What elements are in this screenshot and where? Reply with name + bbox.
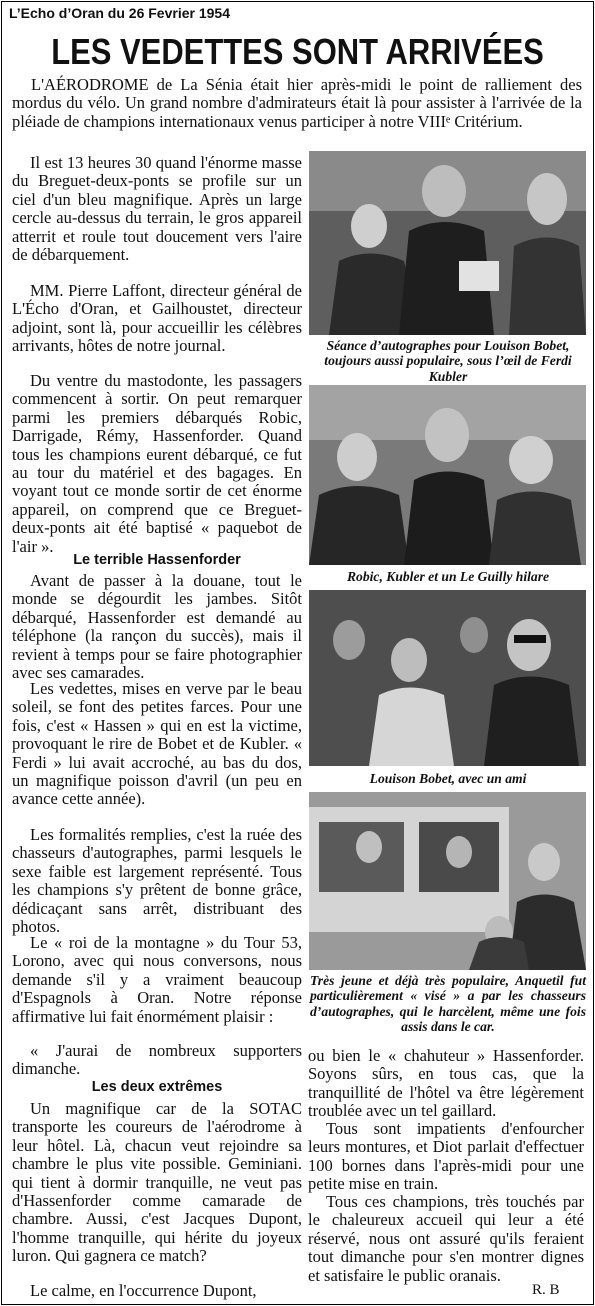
paragraph-douane: Avant de passer à la douane, tout le monde se dégourdit les jambes. Sitôt débarqué, Hassenforder est demandé au téléphone (la rançon du succès), mais il revient à temps pour se faire photographier avec ses camarades. — [12, 571, 302, 683]
paragraph-supporters: « J'aurai de nombreux supporters dimanche. — [12, 1041, 302, 1079]
lead-paragraph: L'AÉRODROME de La Sénia était hier après-midi le point de ralliement des mordus du vélo. Un grand nombre d'admirateurs était là pour assister à l'arrivée de la pléiade de champions internationaux venus participer à notre VIIIᵉ Critérium. — [12, 75, 582, 131]
headline: LES VEDETTES SONT ARRIVÉES — [51, 31, 544, 72]
paragraph-welcome: MM. Pierre Laffont, directeur général de L'Écho d'Oran, et Gailhoustet, directeur adjoint, sont là, pour accueillir les célèbres arrivants, hôtes de notre journal. — [12, 281, 302, 356]
caption-bobet-ami: Louison Bobet, avec un ami — [369, 771, 527, 786]
paragraph-passengers: Du ventre du mastodonte, les passagers commencent à sortir. On peut remarquer parmi les premiers débarqués Robic, Darrigade, Rémy, Hassenforder. Quand tous les champions eurent débarqué, ce fut au tour du matériel et des bagages. En voyant tout ce monde sortir de cet énorme appareil, on comprend que ce Breguet-deux-ponts ait été baptisé « paquebot de l'air ». — [12, 371, 302, 556]
paragraph-car: Un magnifique car de la SOTAC transporte les coureurs de l'aérodrome à leur hôtel. Là, chacun veut rejoindre sa chambre le plus vite possible. Geminiani. qui tient à dormir tranquille, ne veut pas d'Hassenforder comme camarade de chambre. Aussi, c'est Jacques Dupont, l'homme tranquille, qui hérite du joyeux luron. Qui gagnera ce match? — [12, 1099, 302, 1266]
caption-autographes: Séance d’autographes pour Louison Bobet, toujours aussi populaire, sous l’œil de Ferdi Kubler — [324, 338, 572, 384]
photo-bobet-ami — [309, 590, 586, 766]
photo-anquetil-car — [309, 792, 586, 970]
paragraph-autographes: Les formalités remplies, c'est la ruée des chasseurs d'autographes, parmi lesquels le sexe faible est largement représenté. Tous les champions s'y prêtent de bonne grâce, dédicaçant sans arrêt, distribuant des photos. — [12, 825, 302, 937]
caption-robic-kubler: Robic, Kubler et un Le Guilly hilare — [346, 569, 550, 584]
photo-robic-kubler — [309, 385, 586, 565]
paragraph-calme: Le calme, en l'occurrence Dupont, — [30, 1281, 257, 1300]
paragraph-remerciements: Tous ces champions, très touchés par le chaleureux accueil qui leur a été réservé, nous ont assuré qu'ils feraient tout dimanche pour s'en montrer dignes et satisfaire le public oranais. — [308, 1192, 584, 1285]
subhead-extremes: Les deux extrêmes — [91, 1079, 223, 1095]
photo-autographes — [309, 151, 586, 335]
caption-anquetil: Très jeune et déjà très populaire, Anquetil fut particulièrement « visé » a par les chasseurs d’autographes, qui le harcèlent, même une fois assis dans le car. — [310, 973, 586, 1034]
author-signature: R. B — [532, 1282, 560, 1298]
paragraph-lorono: Le « roi de la montagne » du Tour 53, Lorono, avec qui nous conversons, nous demande s'il y a vraiment beaucoup d'Espagnols à Oran. Notre réponse affirmative lui fait énormément plaisir : — [12, 933, 302, 1026]
newspaper-source: L’Echo d’Oran du 26 Fevrier 1954 — [9, 5, 230, 21]
paragraph-farces: Les vedettes, mises en verve par le beau soleil, se font des petites farces. Pour une fois, c'est « Hassen » qui en est la victime, provoquant le rire de Bobet et de Kubler. « Ferdi » lui avait accroché, au bas du dos, un magnifique poisson d'avril (un peu en avance cette année). — [12, 679, 302, 809]
paragraph-montures: Tous sont impatients d'enfourcher leurs montures, et Diot parlait d'effectuer 100 bornes dans l'après-midi pour une petite mise en train. — [308, 1119, 584, 1194]
paragraph-chahuteur: ou bien le « chahuteur » Hassenforder. Soyons sûrs, en tous cas, que la tranquillité de l'hôtel va être légèrement troublée avec un tel gaillard. — [308, 1046, 584, 1121]
paragraph-arrival: Il est 13 heures 30 quand l'énorme masse du Breguet-deux-ponts se profile sur un ciel d'un bleu magnifique. Après un large cercle au-dessus du terrain, le gros appareil atterrit et roule tout doucement vers l'aire de débarquement. — [12, 153, 302, 265]
subhead-hassenforder: Le terrible Hassenforder — [73, 552, 241, 568]
